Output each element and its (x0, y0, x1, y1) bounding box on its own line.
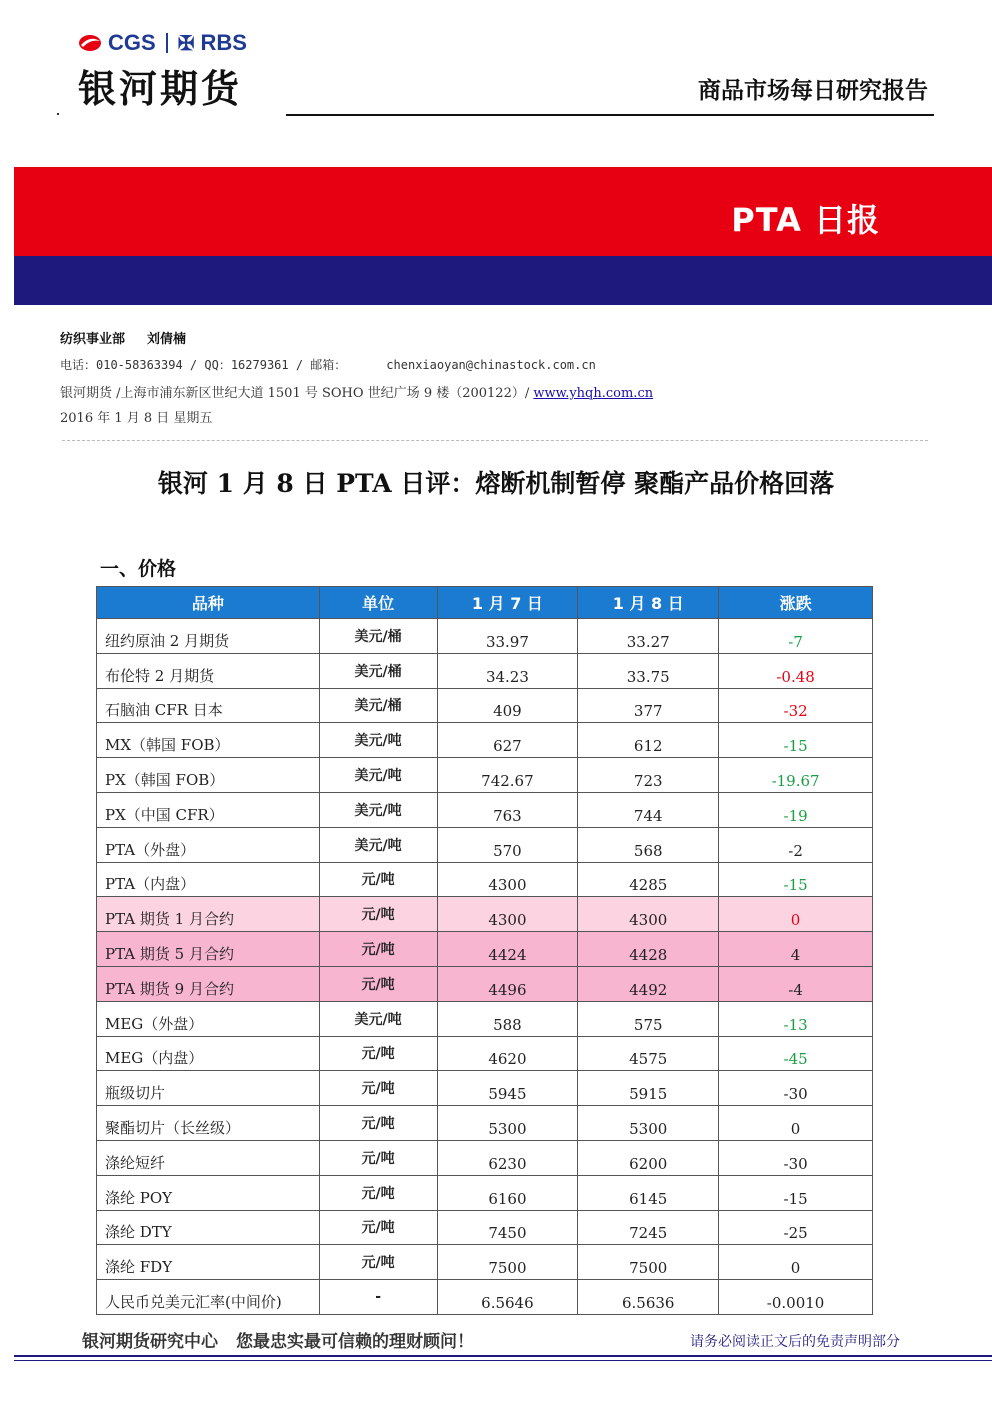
cell-jan7-value: 627 (437, 723, 578, 758)
cell-product: MX（韩国 FOB） (97, 723, 320, 758)
logo-rbs-text: RBS (200, 30, 247, 55)
banner-blue (14, 256, 992, 305)
table-row (97, 758, 873, 793)
cell-change: -19.67 (719, 758, 873, 793)
cell-jan7-value: 33.97 (437, 619, 578, 654)
cell-jan8-value: 612 (578, 723, 719, 758)
cell-product: MEG（外盘） (97, 1001, 320, 1036)
cell-jan8-value: 33.27 (578, 619, 719, 654)
cell-product: 涤纶 POY (97, 1175, 320, 1210)
cell-jan8-value: 4492 (578, 966, 719, 1001)
cell-jan7-value: 588 (437, 1001, 578, 1036)
company-logo (78, 30, 247, 113)
website-link[interactable]: www.yhqh.com.cn (533, 386, 654, 401)
cell-jan8-value: 33.75 (578, 653, 719, 688)
section-title: 一、价格 (100, 558, 177, 580)
cell-change: -15 (719, 1175, 873, 1210)
cell-jan7-value: 4620 (437, 1036, 578, 1071)
col-header-change: 涨跌 (719, 587, 873, 619)
table-row (97, 1140, 873, 1175)
table-row (97, 688, 873, 723)
dashed-divider (62, 440, 928, 441)
cell-jan8-value: 4285 (578, 862, 719, 897)
footer-disclaimer: 请务必阅读正文后的免责声明部分 (690, 1334, 900, 1350)
table-row (97, 862, 873, 897)
cell-jan8-value: 744 (578, 792, 719, 827)
table-header-row (97, 587, 873, 619)
cell-change: 0 (719, 897, 873, 932)
cell-jan7-value: 4300 (437, 862, 578, 897)
cell-unit: 元/吨 (319, 1140, 437, 1175)
logo-divider (166, 33, 168, 53)
cell-product: PTA 期货 5 月合约 (97, 932, 320, 967)
cell-change: -0.48 (719, 653, 873, 688)
cell-unit: 美元/吨 (319, 792, 437, 827)
cell-jan8-value: 568 (578, 827, 719, 862)
cell-unit: 元/吨 (319, 897, 437, 932)
table-row (97, 1210, 873, 1245)
cell-product: MEG（内盘） (97, 1036, 320, 1071)
address-line (60, 382, 653, 401)
cell-product: 涤纶 FDY (97, 1245, 320, 1280)
cell-unit: 美元/桶 (319, 619, 437, 654)
cell-jan7-value: 409 (437, 688, 578, 723)
table-row (97, 1036, 873, 1071)
cell-jan8-value: 4428 (578, 932, 719, 967)
table-row (97, 653, 873, 688)
author-department: 纺织事业部 (60, 332, 126, 347)
cgs-swoosh-icon (78, 33, 102, 53)
table-row (97, 966, 873, 1001)
cell-unit: 元/吨 (319, 1210, 437, 1245)
footer-rule-thin (14, 1360, 992, 1361)
col-header-unit: 单位 (319, 587, 437, 619)
footer-rule (14, 1355, 992, 1357)
cell-change: 4 (719, 932, 873, 967)
cell-jan8-value: 5915 (578, 1071, 719, 1106)
rbs-symbol-icon: ✠ (177, 32, 195, 55)
cell-jan7-value: 4496 (437, 966, 578, 1001)
cell-change: -0.0010 (719, 1280, 873, 1315)
contact-info: 电话：010-58363394 / QQ：16279361 / 邮箱： (60, 358, 347, 372)
author-line (60, 328, 186, 347)
cell-change: -15 (719, 723, 873, 758)
col-header-jan8: 1 月 8 日 (578, 587, 719, 619)
cell-jan7-value: 570 (437, 827, 578, 862)
cell-product: PX（中国 CFR） (97, 792, 320, 827)
cell-change: -30 (719, 1140, 873, 1175)
cell-change: -32 (719, 688, 873, 723)
cell-unit: - (319, 1280, 437, 1315)
cell-product: 布伦特 2 月期货 (97, 653, 320, 688)
cell-change: -45 (719, 1036, 873, 1071)
table-row (97, 1245, 873, 1280)
cell-jan8-value: 575 (578, 1001, 719, 1036)
cell-change: -4 (719, 966, 873, 1001)
cell-change: -19 (719, 792, 873, 827)
report-headline: 银河 1 月 8 日 PTA 日评：熔断机制暂停 聚酯产品价格回落 (157, 469, 835, 498)
cell-product: 人民币兑美元汇率(中间价) (97, 1280, 320, 1315)
footer-org-line (82, 1327, 474, 1352)
cell-jan8-value: 723 (578, 758, 719, 793)
table-row (97, 1106, 873, 1141)
table-row (97, 932, 873, 967)
report-date: 2016 年 1 月 8 日 星期五 (60, 411, 213, 426)
cell-jan7-value: 6160 (437, 1175, 578, 1210)
cell-jan8-value: 6200 (578, 1140, 719, 1175)
cell-unit: 元/吨 (319, 1175, 437, 1210)
cell-change: 0 (719, 1245, 873, 1280)
logo-cgs-text: CGS (108, 30, 156, 55)
cell-unit: 元/吨 (319, 1071, 437, 1106)
cell-change: -13 (719, 1001, 873, 1036)
cell-jan8-value: 4575 (578, 1036, 719, 1071)
cell-product: 纽约原油 2 月期货 (97, 619, 320, 654)
header-divider (286, 114, 934, 116)
cell-jan7-value: 763 (437, 792, 578, 827)
cell-product: 石脑油 CFR 日本 (97, 688, 320, 723)
email-address[interactable]: chenxiaoyan@chinastock.com.cn (386, 358, 596, 372)
cell-jan7-value: 4424 (437, 932, 578, 967)
cell-change: 0 (719, 1106, 873, 1141)
cell-product: 瓶级切片 (97, 1071, 320, 1106)
table-row (97, 723, 873, 758)
cell-jan7-value: 6230 (437, 1140, 578, 1175)
cell-jan7-value: 5300 (437, 1106, 578, 1141)
dot-mark (57, 113, 59, 115)
banner-red (14, 167, 992, 256)
cell-unit: 元/吨 (319, 966, 437, 1001)
cell-unit: 美元/吨 (319, 1001, 437, 1036)
price-table (96, 586, 873, 1315)
cell-product: PTA（外盘） (97, 827, 320, 862)
cell-change: -25 (719, 1210, 873, 1245)
cell-jan8-value: 7500 (578, 1245, 719, 1280)
table-row (97, 1001, 873, 1036)
table-row (97, 827, 873, 862)
col-header-product: 品种 (97, 587, 320, 619)
cell-jan7-value: 7500 (437, 1245, 578, 1280)
cell-jan7-value: 742.67 (437, 758, 578, 793)
col-header-jan7: 1 月 7 日 (437, 587, 578, 619)
table-row (97, 1175, 873, 1210)
cell-jan8-value: 4300 (578, 897, 719, 932)
logo-company-name: 银河期货 (78, 67, 243, 111)
cell-product: 涤纶短纤 (97, 1140, 320, 1175)
cell-unit: 元/吨 (319, 1036, 437, 1071)
cell-product: PTA 期货 1 月合约 (97, 897, 320, 932)
cell-jan8-value: 377 (578, 688, 719, 723)
cell-change: -30 (719, 1071, 873, 1106)
cell-unit: 元/吨 (319, 1245, 437, 1280)
cell-change: -7 (719, 619, 873, 654)
cell-unit: 美元/桶 (319, 688, 437, 723)
contact-line (60, 356, 596, 373)
cell-unit: 美元/吨 (319, 827, 437, 862)
cell-jan7-value: 5945 (437, 1071, 578, 1106)
cell-change: -15 (719, 862, 873, 897)
address-text: 银河期货 /上海市浦东新区世纪大道 1501 号 SOHO 世纪广场 9 楼（200122）/ (60, 386, 534, 401)
table-row (97, 897, 873, 932)
table-row (97, 1071, 873, 1106)
cell-unit: 元/吨 (319, 932, 437, 967)
cell-product: 涤纶 DTY (97, 1210, 320, 1245)
cell-product: PTA（内盘） (97, 862, 320, 897)
cell-jan7-value: 34.23 (437, 653, 578, 688)
table-row (97, 792, 873, 827)
table-row (97, 1280, 873, 1315)
cell-change: -2 (719, 827, 873, 862)
banner-title: PTA 日报 (731, 201, 880, 239)
cell-product: 聚酯切片（长丝级） (97, 1106, 320, 1141)
report-series-title: 商品市场每日研究报告 (698, 78, 928, 104)
footer-org: 银河期货研究中心 (82, 1332, 218, 1352)
cell-unit: 美元/吨 (319, 758, 437, 793)
cell-jan8-value: 5300 (578, 1106, 719, 1141)
cell-unit: 美元/桶 (319, 653, 437, 688)
cell-product: PTA 期货 9 月合约 (97, 966, 320, 1001)
cell-unit: 元/吨 (319, 1106, 437, 1141)
footer-slogan: 您最忠实最可信赖的理财顾问！ (236, 1332, 474, 1352)
author-name: 刘倩楠 (147, 332, 187, 347)
cell-jan7-value: 7450 (437, 1210, 578, 1245)
cell-product: PX（韩国 FOB） (97, 758, 320, 793)
cell-jan8-value: 6.5636 (578, 1280, 719, 1315)
cell-unit: 元/吨 (319, 862, 437, 897)
cell-jan8-value: 6145 (578, 1175, 719, 1210)
cell-jan8-value: 7245 (578, 1210, 719, 1245)
table-row (97, 619, 873, 654)
cell-unit: 美元/吨 (319, 723, 437, 758)
cell-jan7-value: 6.5646 (437, 1280, 578, 1315)
cell-jan7-value: 4300 (437, 897, 578, 932)
